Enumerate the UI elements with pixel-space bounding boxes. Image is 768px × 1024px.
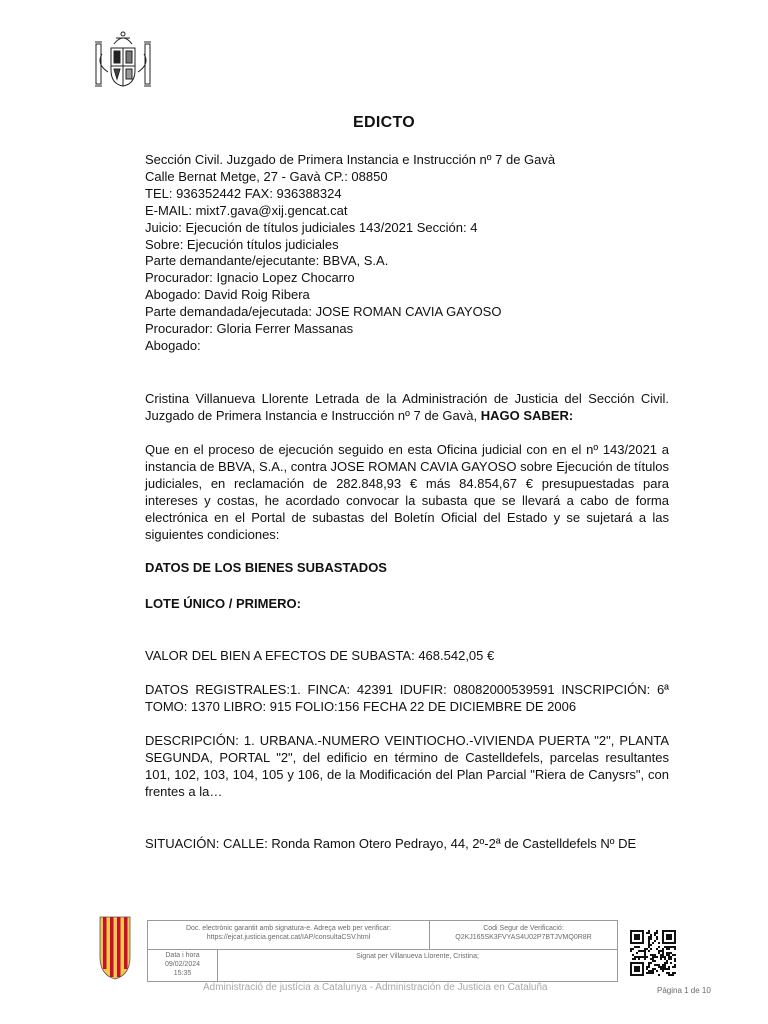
hago-saber: HAGO SABER: bbox=[480, 408, 574, 423]
situacion: SITUACIÓN: CALLE: Ronda Ramon Otero Pedrayo, 44, 2º-2ª de Castelldefels Nº DE bbox=[145, 836, 637, 851]
section-heading-lote: LOTE ÚNICO / PRIMERO: bbox=[145, 596, 301, 611]
admin-footer-text: Administració de justícia a Catalunya - Administración de Justicia en Cataluña bbox=[203, 982, 548, 993]
csv-code: Q2KJ165SK3FVYAS4U02P7BTJVMQ0R8R bbox=[455, 934, 592, 941]
date-cell bbox=[148, 950, 218, 981]
valor-subasta: VALOR DEL BIEN A EFECTOS DE SUBASTA: 468.542,05 € bbox=[145, 648, 495, 663]
process-paragraph: Que en el proceso de ejecución seguido en esta Oficina judicial con en el nº 143/2021 a instancia de BBVA, S.A., contra JOSE ROMAN CAVIA GAYOSO sobre Ejecución de títulos judiciales, en reclamación de 282.848,93 € más 84.854,67 € presupuestadas para intereses y costas, he acordado convocar la subasta que se llevará a cabo de forma electrónica en el Portal de subastas del Boletín Oficial del Estado y se sujetará a las siguientes condiciones: bbox=[145, 442, 669, 542]
header-line: Sobre: Ejecución títulos judiciales bbox=[145, 236, 339, 252]
header-line: Abogado: bbox=[145, 337, 201, 353]
verification-url[interactable]: https://ejcat.justicia.gencat.cat/IAP/consultaCSV.html bbox=[206, 934, 371, 941]
qr-code-icon bbox=[630, 930, 676, 976]
csv-cell bbox=[430, 921, 617, 950]
header-line: Calle Bernat Metge, 27 - Gavà CP.: 08850 bbox=[145, 168, 388, 184]
datos-registrales: DATOS REGISTRALES:1. FINCA: 42391 IDUFIR: 08082000539591 INSCRIPCIÓN: 6ª TOMO: 1370 LIBRO: 915 FOLIO:156 FECHA 22 DE DICIEMBRE DE 2006 bbox=[145, 682, 669, 714]
header-line: TEL: 936352442 FAX: 936388324 bbox=[145, 185, 342, 201]
date-label: Data i hora bbox=[165, 952, 200, 959]
header-line: Juicio: Ejecución de títulos judiciales 143/2021 Sección: 4 bbox=[145, 219, 478, 235]
header-line: Abogado: David Roig Ribera bbox=[145, 287, 310, 303]
date-value: 09/02/2024 bbox=[164, 961, 201, 968]
signed-cell: Signat per Villanueva Llorente, Cristina; bbox=[356, 953, 479, 960]
header-line: Parte demandante/ejecutante: BBVA, S.A. bbox=[145, 253, 389, 269]
csv-label: Codi Segur de Verificació: bbox=[483, 925, 564, 932]
court-header-block bbox=[145, 152, 705, 355]
intro-paragraph bbox=[145, 390, 669, 424]
header-line: Procurador: Gloria Ferrer Massanas bbox=[145, 321, 354, 337]
doc-line-1: Doc. electrònic garantit amb signatura-e. Adreça web per verificar: bbox=[185, 925, 392, 932]
intro-text: Cristina Villanueva Llorente Letrada de la Administración de Justicia del Sección Civil. Juzgado de Primera Instancia e Instrucción nº 7 de Gavà, bbox=[145, 391, 669, 423]
time-value: 15:35 bbox=[173, 970, 192, 977]
descripcion: DESCRIPCIÓN: 1. URBANA.-NUMERO VEINTIOCHO.-VIVIENDA PUERTA "2", PLANTA SEGUNDA, PORTAL "2", del edificio en término de Castelldefels, parcelas resultantes 101, 102, 103, 104, 105 y 106, de la Modificación del Plan Parcial "Riera de Canysrs", con frentes a la… bbox=[145, 733, 669, 799]
header-line: E-MAIL: mixt7.gava@xij.gencat.cat bbox=[145, 202, 348, 218]
document-title: EDICTO bbox=[353, 114, 415, 131]
catalan-flag-icon bbox=[98, 915, 132, 981]
verification-table bbox=[147, 920, 618, 982]
verification-url-cell bbox=[148, 921, 430, 950]
header-line: Sección Civil. Juzgado de Primera Instancia e Instrucción nº 7 de Gavà bbox=[145, 152, 556, 167]
header-line: Procurador: Ignacio Lopez Chocarro bbox=[145, 270, 355, 286]
header-line: Parte demandada/ejecutada: JOSE ROMAN CAVIA GAYOSO bbox=[145, 304, 502, 320]
page-number: Pàgina 1 de 10 bbox=[657, 986, 711, 995]
section-heading-bienes: DATOS DE LOS BIENES SUBASTADOS bbox=[145, 560, 387, 575]
coat-of-arms-icon bbox=[92, 30, 154, 96]
